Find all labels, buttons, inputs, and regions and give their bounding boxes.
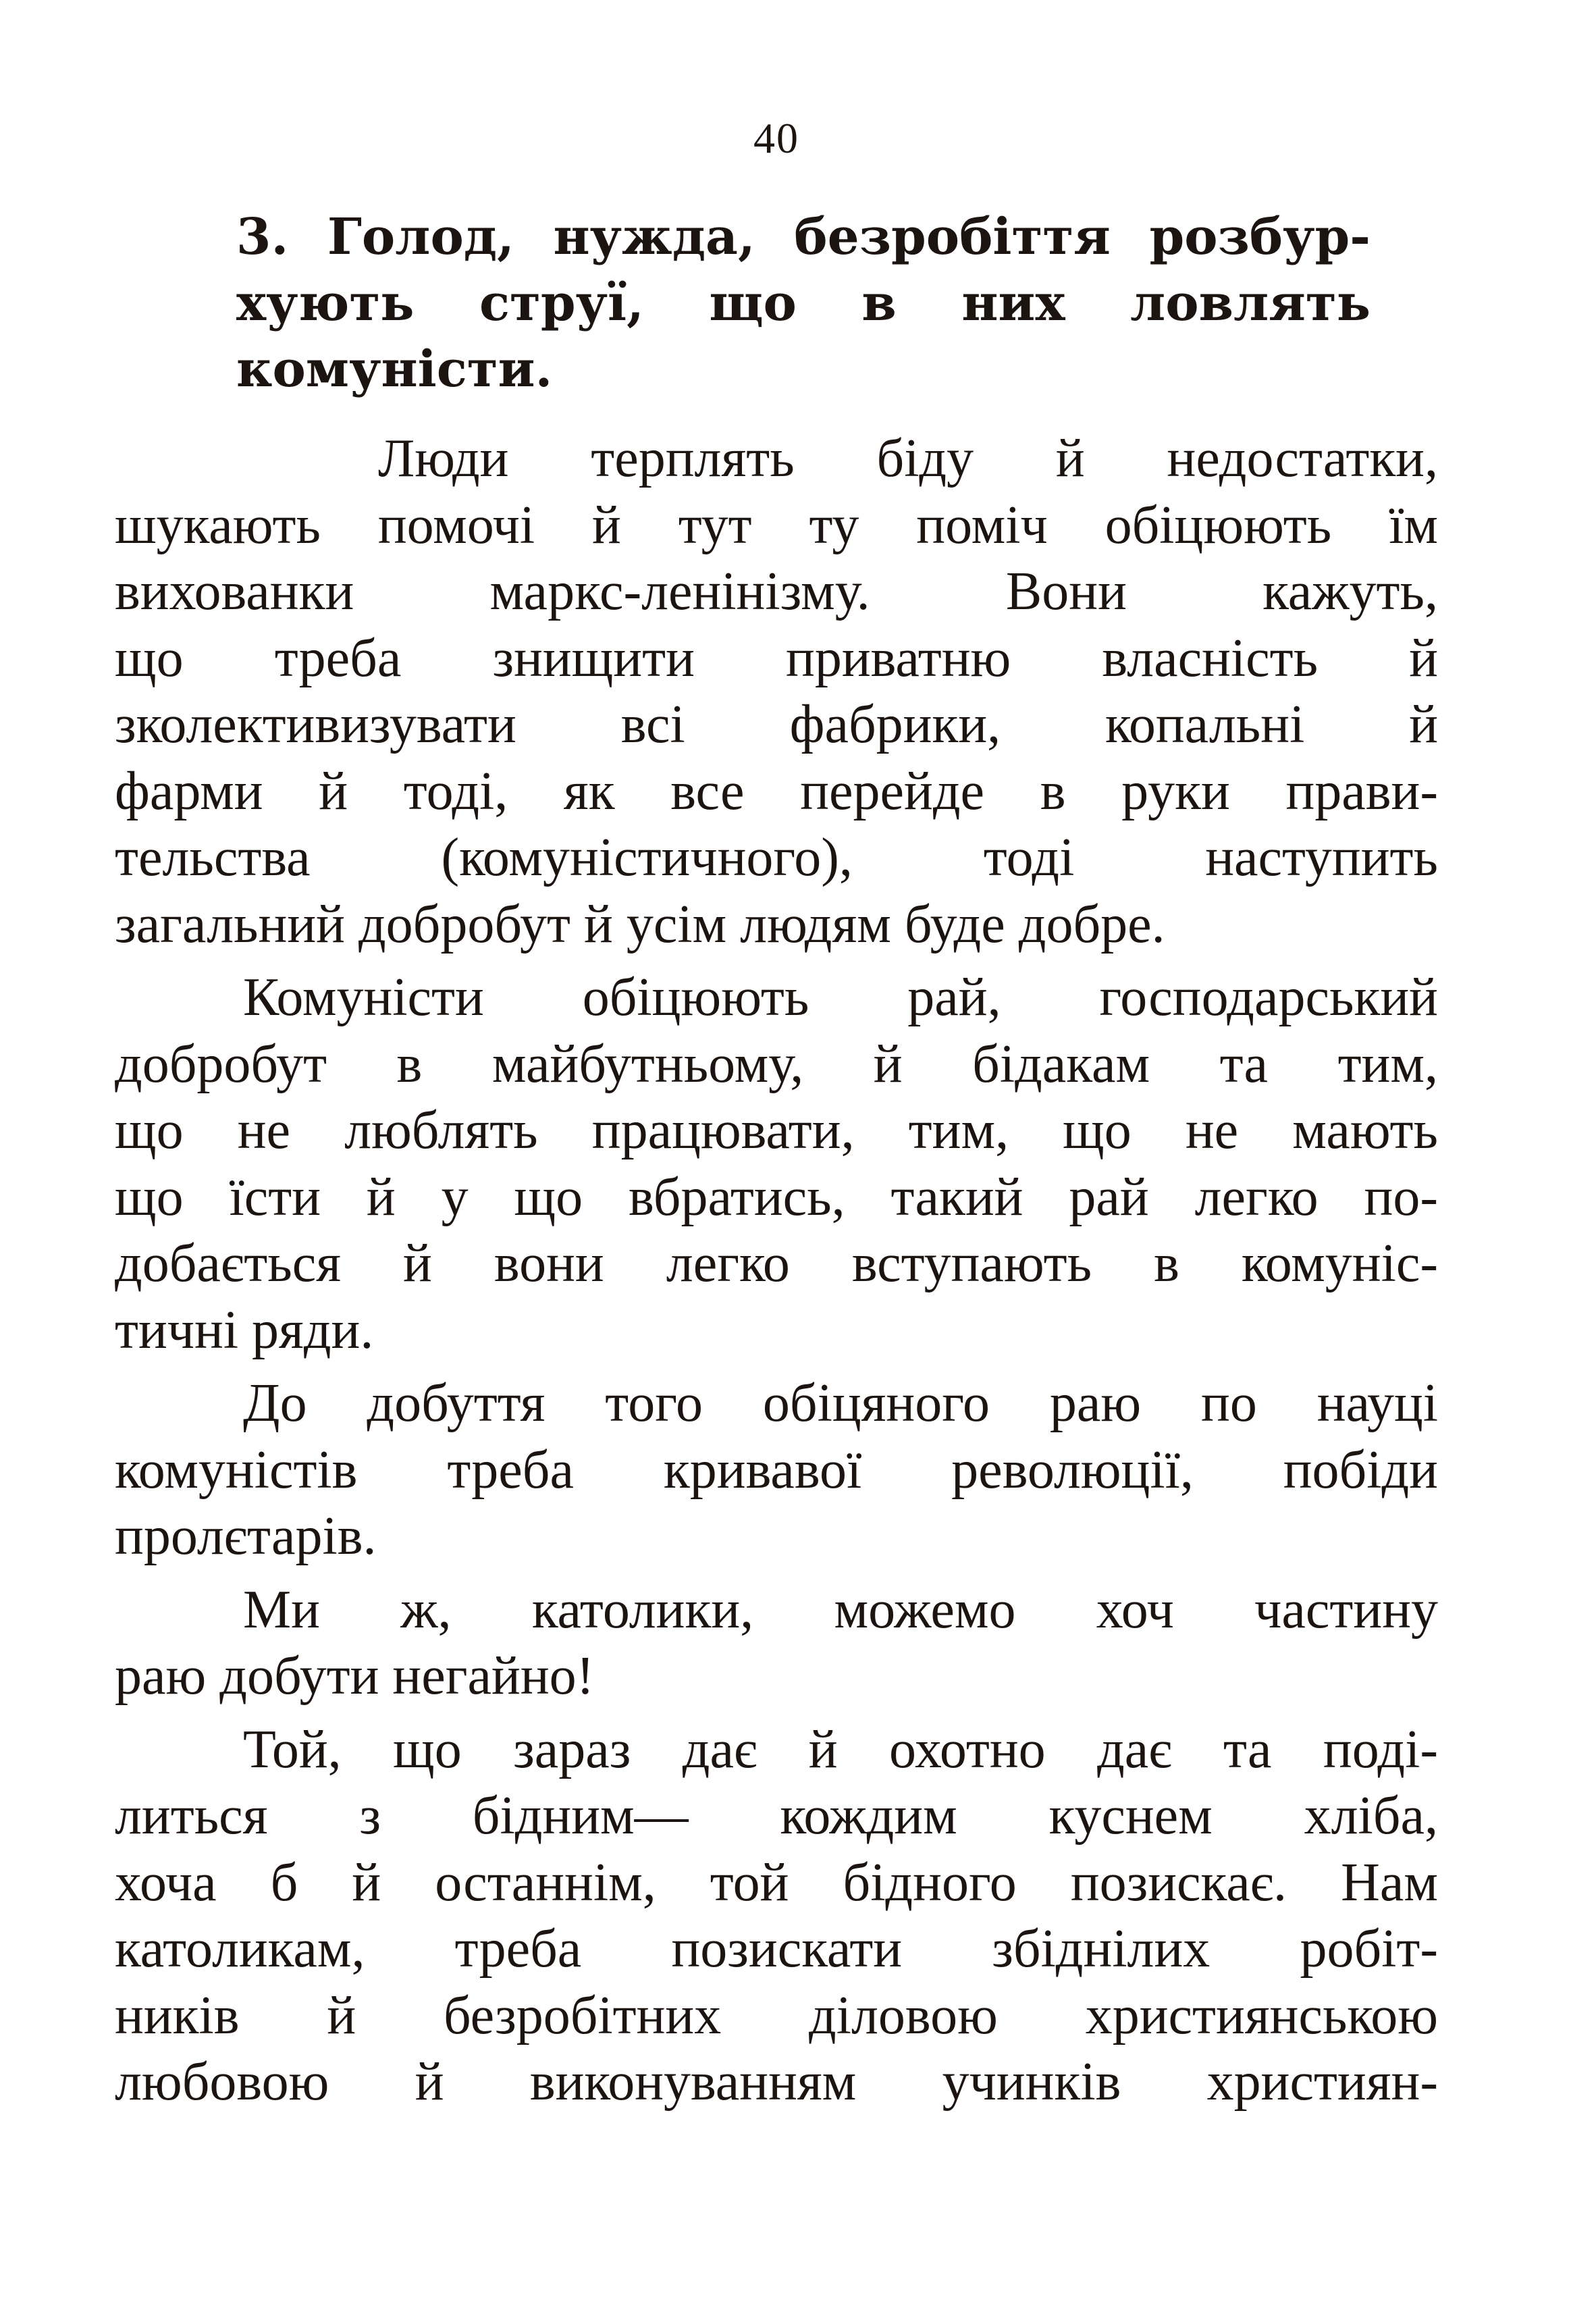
page-number: 40 <box>753 114 799 162</box>
section-heading <box>236 204 1371 402</box>
text-line: хоча б й останнім, той бідного позискає. Нам <box>115 1852 1438 1912</box>
text-line: добробут в майбутньому, й бідакам та тим, <box>115 1034 1438 1094</box>
text-line: що їсти й у що вбратись, такий рай легко по- <box>115 1167 1438 1227</box>
heading-line: хують струї, що в них ловлять <box>236 274 1371 332</box>
text-line: що треба знищити приватню власність й <box>115 628 1438 688</box>
text-line: фарми й тоді, як все перейде в руки прави- <box>115 761 1438 821</box>
paragraph <box>115 425 1438 958</box>
paragraph <box>115 1370 1438 1570</box>
text-line: ників й безробітних діловою християнською <box>115 1985 1438 2045</box>
paragraph <box>115 1717 1438 2116</box>
paragraph <box>115 964 1438 1363</box>
text-line: зколективизувати всі фабрики, копальні й <box>115 695 1438 754</box>
text-line: комуністів треба кривавої революції, побіди <box>115 1440 1438 1500</box>
paragraph <box>115 1577 1438 1710</box>
text-line: добається й вони легко вступають в комуніс- <box>115 1234 1438 1293</box>
text-line: Ми ж, католики, можемо хоч частину <box>243 1580 1438 1640</box>
text-line: любовою й виконуванням учинків християн- <box>115 2052 1438 2112</box>
heading-line: комуністи. <box>236 340 553 398</box>
text-line: Той, що зараз дає й охотно дає та поді- <box>243 1719 1438 1779</box>
text-line: тичні ряди. <box>115 1300 374 1360</box>
text-line: тельства (комуністичного), тоді наступить <box>115 828 1438 887</box>
text-line: До добуття того обіцяного раю по науці <box>243 1374 1438 1433</box>
body-text <box>115 425 1438 2122</box>
text-line: пролєтарів. <box>115 1507 377 1566</box>
heading-line: 3. Голод, нужда, безробіття розбур- <box>236 208 1371 266</box>
text-line: литься з бідним— кождим куснем хліба, <box>115 1786 1438 1846</box>
text-line: раю добути негайно! <box>115 1646 595 1706</box>
text-line: шукають помочі й тут ту поміч обіцюють їм <box>115 495 1438 555</box>
text-line: Люди терплять біду й недостатки, <box>378 429 1438 488</box>
text-line: католикам, треба позискати збіднілих робіт- <box>115 1919 1438 1979</box>
text-line: Комуністи обіцюють рай, господарський <box>243 968 1438 1027</box>
text-line: загальний добробут й усім людям буде добре. <box>115 894 1165 954</box>
text-line: вихованки маркс-ленінізму. Вони кажуть, <box>115 562 1438 621</box>
text-line: що не люблять працювати, тим, що не мають <box>115 1101 1438 1160</box>
